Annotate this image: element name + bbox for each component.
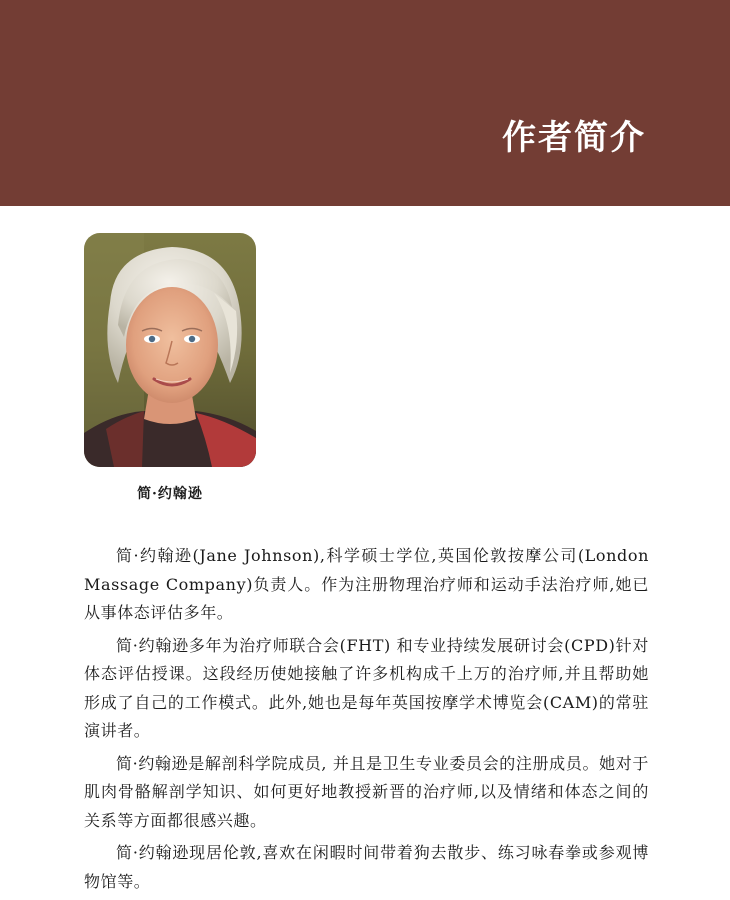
bio-paragraph: 简·约翰逊是解剖科学院成员, 并且是卫生专业委员会的注册成员。她对于肌肉骨骼解剖学知识、如何更好地教授新晋的治疗师,以及情绪和体态之间的关系等方面都很感兴趣。 (84, 753, 649, 830)
header-band (0, 0, 730, 206)
bio-paragraph: 简·约翰逊多年为治疗师联合会(FHT) 和专业持续发展研讨会(CPD)针对体态评估授课。这段经历使她接触了许多机构成千上万的治疗师,并且帮助她形成了自己的工作模式。此外,她也是每年英国按摩学术博览会(CAM)的常驻演讲者。 (84, 635, 649, 740)
photo-caption: 简·约翰逊 (137, 486, 203, 502)
bio-paragraph: 简·约翰逊(Jane Johnson),科学硕士学位,英国伦敦按摩公司(London Massage Company)负责人。作为注册物理治疗师和运动手法治疗师,她已从事体态评估多年。 (84, 546, 649, 622)
bio-paragraph: 简·约翰逊现居伦敦,喜欢在闲暇时间带着狗去散步、练习咏春拳或参观博物馆等。 (84, 843, 649, 891)
page-title: 作者简介 (502, 118, 646, 158)
author-photo (84, 233, 256, 467)
author-bio (84, 542, 649, 900)
